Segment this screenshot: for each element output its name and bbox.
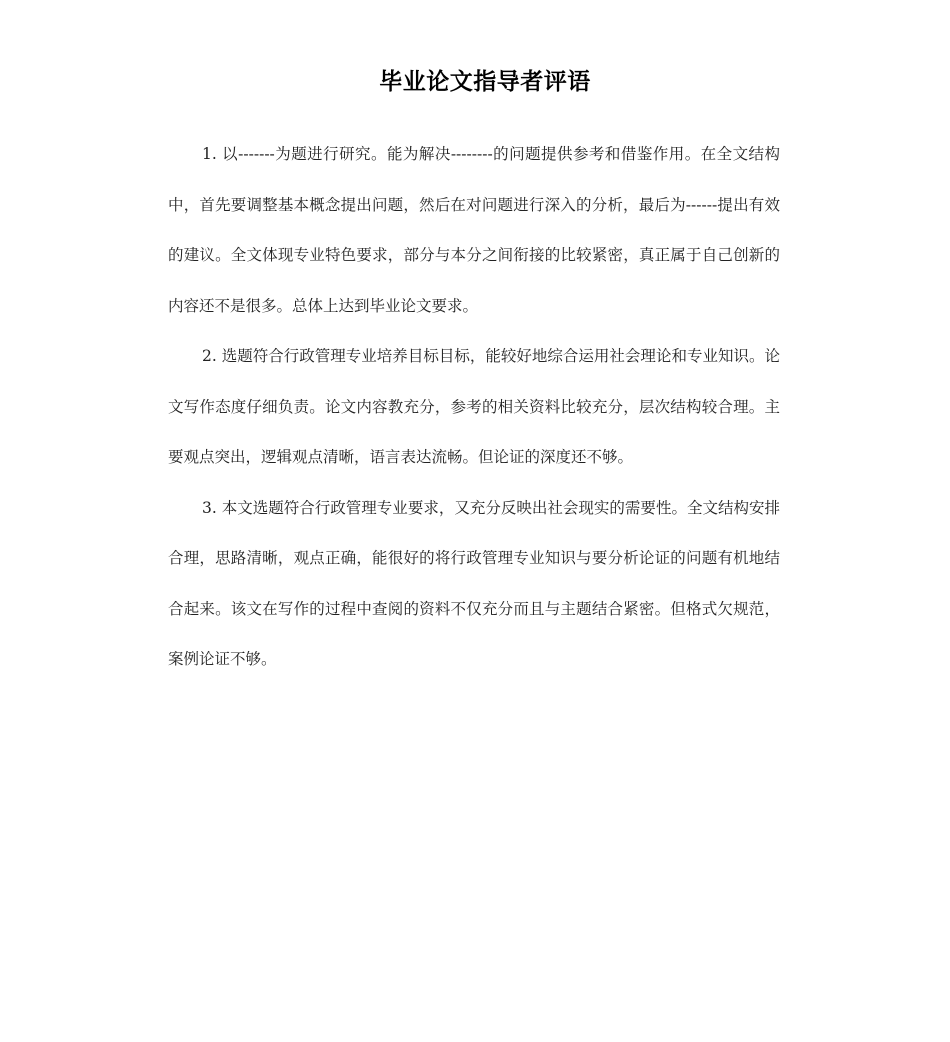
document-title: 毕业论文指导者评语	[379, 69, 591, 95]
comment-paragraph-3: 3. 本文选题符合行政管理专业要求，又充分反映出社会现实的需要性。全文结构安排合理，思路清晰，观点正确，能很好的将行政管理专业知识与要分析论证的问题有机地结合起来。该文在写作的过程中查阅的资料不仅充分而且与主题结合紧密。但格式欠规范，案例论证不够。	[168, 498, 780, 668]
comment-body	[168, 129, 780, 685]
comment-paragraph-2: 2. 选题符合行政管理专业培养目标目标，能较好地综合运用社会理论和专业知识。论文写作态度仔细负责。论文内容教充分，参考的相关资料比较充分，层次结构较合理。主要观点突出，逻辑观点清晰，语言表达流畅。但论证的深度还不够。	[168, 347, 780, 466]
comment-paragraph-1: 1. 以-------为题进行研究。能为解决--------的问题提供参考和借鉴作用。在全文结构中，首先要调整基本概念提出问题，然后在对问题进行深入的分析，最后为------提出有效的建议。全文体现专业特色要求，部分与本分之间衔接的比较紧密，真正属于自己创新的内容还不是很多。总体上达到毕业论文要求。	[168, 145, 780, 315]
